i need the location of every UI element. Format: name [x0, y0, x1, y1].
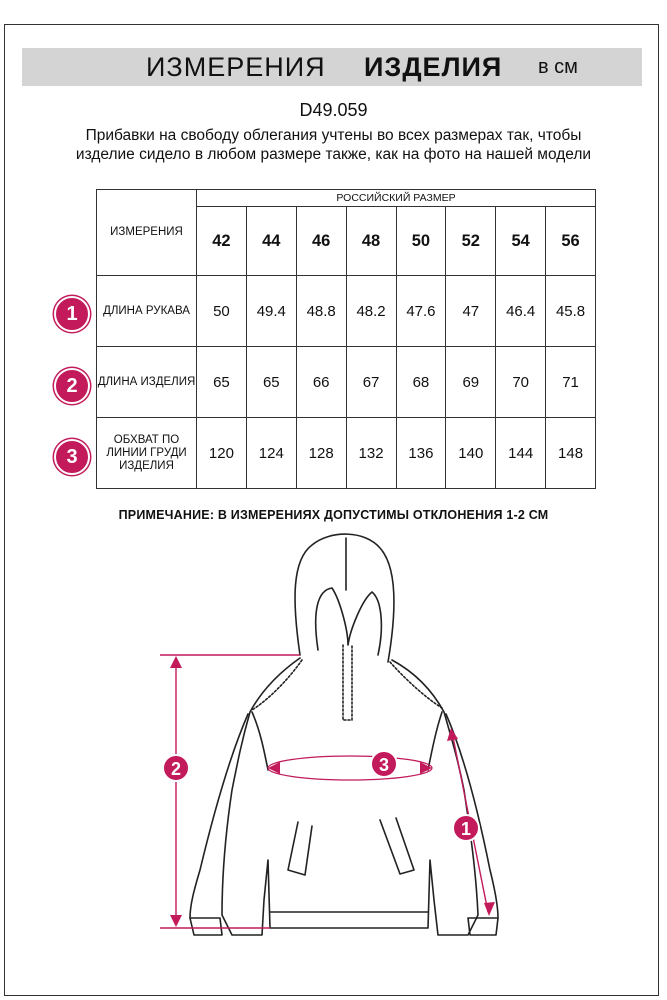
pocket-right [380, 818, 414, 874]
size-header: 54 [496, 207, 546, 276]
hood-opening [316, 588, 382, 655]
arrow-sleeve-bottom [484, 902, 495, 916]
sleeve-left [190, 714, 248, 918]
table-cell: 136 [396, 418, 446, 489]
table-cell: 120 [197, 418, 247, 489]
table-cell: 50 [197, 276, 247, 347]
table-cell: 46.4 [496, 276, 546, 347]
size-header: 50 [396, 207, 446, 276]
table-cell: 48.8 [296, 276, 346, 347]
table-cell: 70 [496, 347, 546, 418]
zipper [343, 645, 352, 720]
row-label: ДЛИНА РУКАВА [97, 276, 197, 347]
marker-sleeve: 1 [460, 819, 472, 839]
cuff-left [190, 918, 222, 935]
body-outline [222, 658, 478, 935]
table-cell: 66 [296, 347, 346, 418]
table-cell: 124 [246, 418, 296, 489]
row-badge: 3 [54, 439, 90, 475]
table-cell: 140 [446, 418, 496, 489]
raglan-seam-left [252, 660, 302, 710]
table-cell: 65 [246, 347, 296, 418]
chest-ellipse-back [268, 756, 432, 780]
row-label: ОБХВАТ ПО ЛИНИИ ГРУДИ ИЗДЕЛИЯ [97, 418, 197, 489]
size-header: 42 [197, 207, 247, 276]
table-cell: 47.6 [396, 276, 446, 347]
table-cell: 128 [296, 418, 346, 489]
title-measurements: ИЗМЕРЕНИЯ [146, 52, 326, 82]
size-header: 46 [296, 207, 346, 276]
table-cell: 148 [546, 418, 596, 489]
row-badge: 1 [54, 296, 90, 332]
table-cell: 132 [346, 418, 396, 489]
measure-header: ИЗМЕРЕНИЯ [97, 190, 197, 276]
hood-outline [295, 534, 394, 662]
title-unit: в см [538, 56, 578, 78]
tolerance-remark: ПРИМЕЧАНИЕ: В ИЗМЕРЕНИЯХ ДОПУСТИМЫ ОТКЛОНЕНИЯ 1-2 СМ [118, 508, 549, 522]
marker-length: 2 [170, 759, 182, 779]
pocket-left [288, 822, 312, 875]
row-label: ДЛИНА ИЗДЕЛИЯ [97, 347, 197, 418]
title-product: ИЗДЕЛИЯ [364, 52, 503, 82]
table-cell: 67 [346, 347, 396, 418]
table-cell: 65 [197, 347, 247, 418]
size-header: 52 [446, 207, 496, 276]
table-cell: 71 [546, 347, 596, 418]
fit-description: Прибавки на свободу облегания учтены во всех размерах так, чтобы изделие сидело в любом размере также, как на фото на нашей модели [75, 127, 592, 163]
table-cell: 47 [446, 276, 496, 347]
armhole-left [252, 712, 268, 770]
arrow-length-top [170, 656, 182, 668]
product-code: D49.059 [299, 100, 368, 120]
table-cell: 49.4 [246, 276, 296, 347]
size-header: 48 [346, 207, 396, 276]
table-cell: 69 [446, 347, 496, 418]
raglan-seam-right [390, 662, 442, 708]
size-group-header: РОССИЙСКИЙ РАЗМЕР [197, 190, 596, 207]
arrow-length-bottom [170, 915, 182, 927]
row-badge: 2 [54, 368, 90, 404]
size-header: 44 [246, 207, 296, 276]
marker-chest: 3 [378, 755, 390, 775]
table-cell: 68 [396, 347, 446, 418]
table-cell: 45.8 [546, 276, 596, 347]
table-cell: 144 [496, 418, 546, 489]
table-cell: 48.2 [346, 276, 396, 347]
armhole-right [428, 712, 442, 770]
size-header: 56 [546, 207, 596, 276]
